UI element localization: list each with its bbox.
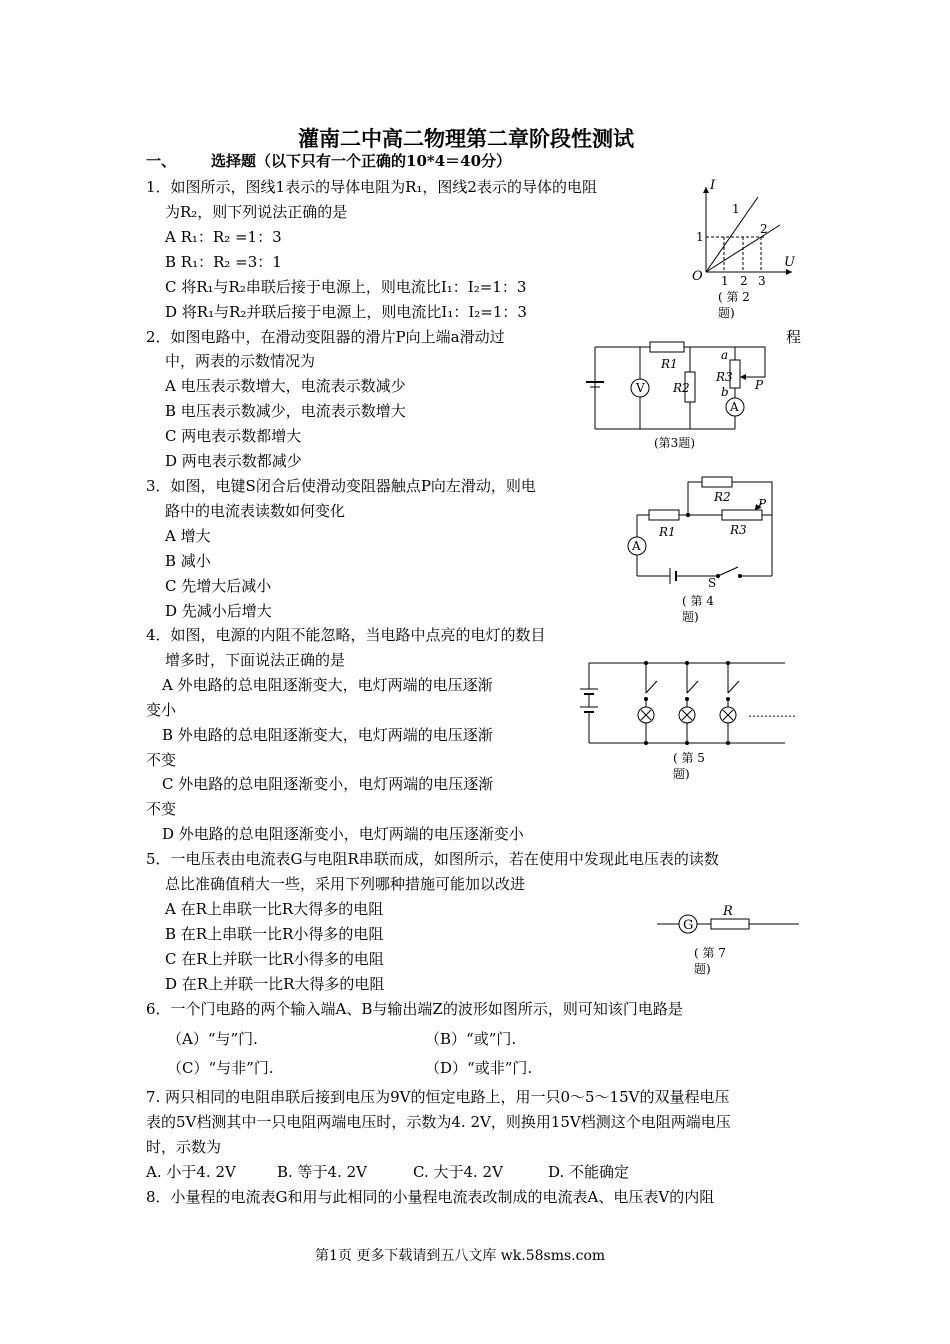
q1-iu-graph bbox=[688, 175, 800, 285]
section-heading: 选择题（以下只有一个正确的10*4＝40分） bbox=[211, 152, 512, 170]
q5-figure-caption-1: ( 第 7 bbox=[694, 946, 726, 960]
q1-figure-caption-1: ( 第 2 bbox=[718, 290, 750, 304]
q3-stem-line2: 路中的电流表读数如何变化 bbox=[165, 502, 346, 520]
q7-option-a: A. 小于4. 2V bbox=[146, 1163, 236, 1181]
q6-stem: 6．一个门电路的两个输入端A、B与输出端Z的波形如图所示，则可知该门电路是 bbox=[146, 1000, 683, 1018]
q3-switch-label: S bbox=[708, 576, 717, 588]
q1-option-c: C 将R₁与R₂串联后接于电源上，则电流比I₁：I₂=1：3 bbox=[165, 278, 527, 296]
q4-continuation-dots: ………… bbox=[748, 706, 796, 720]
q3-option-b: B 减小 bbox=[165, 552, 211, 570]
q3-circuit-diagram bbox=[622, 470, 778, 588]
q7-option-c: C. 大于4. 2V bbox=[413, 1163, 503, 1181]
q6-option-a: （A）“与”门. bbox=[167, 1030, 258, 1048]
q4-figure-caption-2: 题) bbox=[673, 767, 690, 781]
q4-option-c-line2: 不变 bbox=[146, 800, 177, 818]
q4-stem-line1: 4．如图，电源的内阻不能忽略，当电路中点亮的电灯的数目 bbox=[146, 626, 546, 644]
q1-stem-line2: 为R₂，则下列说法正确的是 bbox=[165, 203, 348, 221]
q1-line1-label: 1 bbox=[732, 202, 740, 216]
q2-option-a: A 电压表示数增大，电流表示数减少 bbox=[165, 377, 406, 395]
q3-r1-label: R1 bbox=[659, 525, 676, 539]
q2-ammeter-label: A bbox=[730, 400, 739, 414]
q3-option-c: C 先增大后减小 bbox=[165, 577, 272, 595]
q6-option-b: （B）“或”门. bbox=[425, 1030, 517, 1048]
q5-figure-caption-2: 题) bbox=[694, 962, 711, 976]
q1-option-b: B R₁：R₂ =3：1 bbox=[165, 253, 282, 271]
q2-r2-label: R2 bbox=[673, 381, 690, 395]
q6-option-c: （C）“与非”门. bbox=[167, 1059, 274, 1077]
q5-galvanometer-label: G bbox=[683, 918, 694, 933]
q7-stem-line2: 表的5V档测其中一只电阻两端电压时，示数为4. 2V，则换用15V档测这个电阻两端电压 bbox=[146, 1113, 731, 1131]
q4-circuit-diagram bbox=[575, 655, 810, 750]
q8-stem-line1: 8．小量程的电流表G和用与此相同的小量程电流表改制成的电流表A、电压表V的内阻 bbox=[146, 1188, 715, 1206]
q4-option-a-line1: A 外电路的总电阻逐渐变大，电灯两端的电压逐渐 bbox=[162, 676, 493, 694]
q3-figure-caption-1: ( 第 4 bbox=[682, 594, 714, 608]
q7-option-b: B. 等于4. 2V bbox=[277, 1163, 368, 1181]
q3-figure-caption-2: 题) bbox=[682, 610, 699, 624]
q2-option-b: B 电压表示数减少，电流表示数增大 bbox=[165, 402, 406, 420]
q5-stem-line1: 5．一电压表由电流表G与电阻R串联而成，如图所示，若在使用中发现此电压表的读数 bbox=[146, 850, 719, 868]
q2-voltmeter-label: V bbox=[636, 381, 645, 395]
q6-option-d: （D）“或非”门. bbox=[425, 1059, 533, 1077]
q5-option-a: A 在R上串联一比R大得多的电阻 bbox=[165, 900, 384, 918]
q3-ammeter-label: A bbox=[632, 539, 641, 553]
q4-option-a-line2: 变小 bbox=[146, 701, 177, 719]
q2-p-label: P bbox=[755, 378, 764, 392]
q1-y-axis-label: I bbox=[710, 178, 716, 193]
page-footer: 第1页 更多下载请到五八文库 wk.58sms.com bbox=[315, 1248, 606, 1264]
q2-stem-line1: 2．如图电路中，在滑动变阻器的滑片P向上端a滑动过 bbox=[146, 328, 505, 346]
q4-option-b-line2: 不变 bbox=[146, 751, 177, 769]
q5-option-c: C 在R上并联一比R小得多的电阻 bbox=[165, 950, 384, 968]
q4-option-b-line1: B 外电路的总电阻逐渐变大，电灯两端的电压逐渐 bbox=[162, 726, 493, 744]
q3-p-label: P bbox=[758, 497, 767, 511]
q1-stem-line1: 1．如图所示，图线1表示的导体电阻为R₁，图线2表示的导体的电阻 bbox=[146, 178, 597, 196]
q1-x-axis-label: U bbox=[784, 255, 795, 270]
q5-resistor-label: R bbox=[723, 904, 733, 919]
q7-stem-line3: 时，示数为 bbox=[146, 1138, 222, 1156]
q4-option-d: D 外电路的总电阻逐渐变小，电灯两端的电压逐渐变小 bbox=[162, 825, 524, 843]
q1-origin-label: O bbox=[692, 269, 703, 284]
q3-option-a: A 增大 bbox=[165, 527, 211, 545]
q3-stem-line1: 3．如图，电键S闭合后使滑动变阻器触点P向左滑动，则电 bbox=[146, 477, 536, 495]
q4-stem-line2: 增多时，下面说法正确的是 bbox=[165, 651, 346, 669]
q2-r3-label: R3 bbox=[716, 370, 733, 384]
q1-option-a: A R₁：R₂ =1：3 bbox=[165, 228, 282, 246]
q5-stem-line2: 总比准确值稍大一些，采用下列哪种措施可能加以改进 bbox=[165, 875, 526, 893]
q2-b-label: b bbox=[721, 385, 729, 399]
q5-option-b: B 在R上串联一比R小得多的电阻 bbox=[165, 925, 384, 943]
q1-xtick-3: 3 bbox=[758, 274, 766, 285]
q5-voltmeter-diagram bbox=[655, 900, 805, 940]
q1-option-d: D 将R₁与R₂并联后接于电源上，则电流比I₁：I₂=1：3 bbox=[165, 303, 527, 321]
q2-option-c: C 两电表示数都增大 bbox=[165, 427, 302, 445]
page-title: 灌南二中高二物理第二章阶段性测试 bbox=[298, 126, 634, 151]
q2-option-d: D 两电表示数都减少 bbox=[165, 452, 302, 470]
q3-r2-label: R2 bbox=[714, 490, 731, 504]
q2-a-label: a bbox=[721, 348, 729, 362]
section-number: 一、 bbox=[146, 152, 177, 170]
q1-xtick-2: 2 bbox=[740, 274, 748, 285]
q1-xtick-1: 1 bbox=[721, 274, 729, 285]
q1-ytick: 1 bbox=[696, 230, 704, 244]
q7-option-d: D. 不能确定 bbox=[548, 1163, 630, 1181]
q5-option-d: D 在R上并联一比R大得多的电阻 bbox=[165, 975, 385, 993]
q3-option-d: D 先减小后增大 bbox=[165, 602, 272, 620]
q2-stem-line1-tail: 程 bbox=[786, 328, 802, 346]
q3-r3-label: R3 bbox=[730, 523, 747, 537]
q4-option-c-line1: C 外电路的总电阻逐渐变小，电灯两端的电压逐渐 bbox=[162, 775, 494, 793]
q2-r1-label: R1 bbox=[661, 357, 678, 371]
q2-figure-caption: (第3题) bbox=[654, 436, 695, 450]
q1-figure-caption-2: 题) bbox=[718, 306, 735, 320]
q4-figure-caption-1: ( 第 5 bbox=[673, 751, 705, 765]
q1-line2-label: 2 bbox=[760, 222, 768, 236]
q2-circuit-diagram bbox=[585, 337, 775, 437]
q7-stem-line1: 7. 两只相同的电阻串联后接到电压为9V的恒定电路上，用一只0～5～15V的双量程电压 bbox=[146, 1088, 730, 1106]
q2-stem-line2: 中，两表的示数情况为 bbox=[165, 352, 316, 370]
